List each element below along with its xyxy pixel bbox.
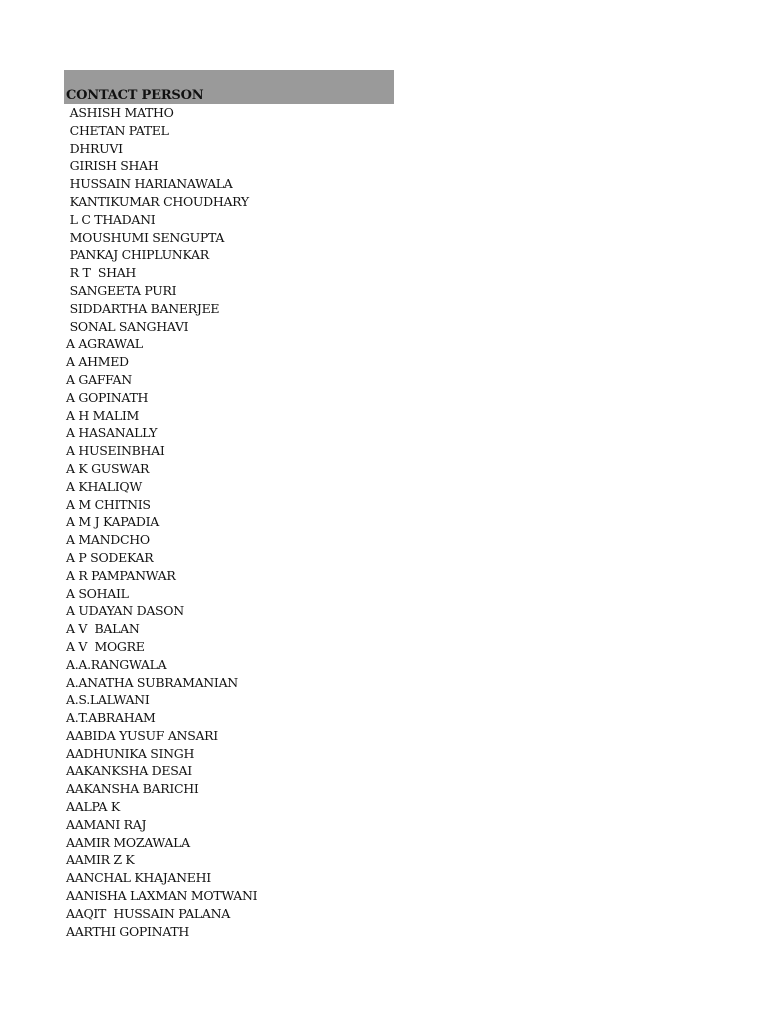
contact-cell[interactable]: A K GUSWAR <box>66 460 150 476</box>
contact-cell[interactable]: HUSSAIN HARIANAWALA <box>66 176 233 192</box>
contact-cell[interactable]: A AGRAWAL <box>66 336 143 352</box>
contact-cell[interactable]: A.ANATHA SUBRAMANIAN <box>66 674 238 690</box>
contact-cell[interactable]: A M CHITNIS <box>66 496 151 512</box>
contact-cell[interactable]: A P SODEKAR <box>66 549 154 565</box>
contact-cell[interactable]: SONAL SANGHAVI <box>66 318 189 334</box>
contact-cell[interactable]: AAQIT HUSSAIN PALANA <box>66 905 231 921</box>
contact-cell[interactable]: A GOPINATH <box>66 389 149 405</box>
contact-cell[interactable]: AANISHA LAXMAN MOTWANI <box>66 888 258 904</box>
contact-cell[interactable]: R T SHAH <box>66 265 137 281</box>
contact-cell[interactable]: A R PAMPANWAR <box>66 567 176 583</box>
contact-cell[interactable]: A MANDCHO <box>66 532 150 548</box>
contact-cell[interactable]: AADHUNIKA SINGH <box>66 745 195 761</box>
contact-cell[interactable]: A HASANALLY <box>66 425 158 441</box>
contact-cell[interactable]: A KHALIQW <box>66 478 142 494</box>
contact-list <box>64 104 394 940</box>
contact-cell[interactable]: A HUSEINBHAI <box>66 443 165 459</box>
contact-cell[interactable]: A V MOGRE <box>66 638 145 654</box>
contact-cell[interactable]: DHRUVI <box>66 140 123 156</box>
spreadsheet-column <box>64 70 394 940</box>
contact-cell[interactable]: PANKAJ CHIPLUNKAR <box>66 247 209 263</box>
contact-cell[interactable]: GIRISH SHAH <box>66 158 159 174</box>
column-header-label: CONTACT PERSON <box>66 88 204 103</box>
contact-cell[interactable]: AAMIR Z K <box>66 852 135 868</box>
contact-cell[interactable]: ASHISH MATHO <box>66 105 174 120</box>
contact-cell[interactable]: A.A.RANGWALA <box>66 656 167 672</box>
contact-cell[interactable]: AANCHAL KHAJANEHI <box>66 870 211 886</box>
contact-cell[interactable]: A.S.LALWANI <box>66 692 150 708</box>
contact-cell[interactable]: MOUSHUMI SENGUPTA <box>66 229 225 245</box>
contact-cell[interactable]: AAMANI RAJ <box>66 816 147 832</box>
contact-cell[interactable]: SANGEETA PURI <box>66 282 177 298</box>
contact-cell[interactable]: CHETAN PATEL <box>66 122 169 138</box>
contact-cell[interactable]: L C THADANI <box>66 211 156 227</box>
contact-cell[interactable]: A AHMED <box>66 354 129 370</box>
contact-cell[interactable]: A UDAYAN DASON <box>66 603 184 619</box>
contact-cell[interactable]: KANTIKUMAR CHOUDHARY <box>66 193 249 209</box>
contact-cell[interactable]: A H MALIM <box>66 407 140 423</box>
contact-cell[interactable]: AAKANKSHA DESAI <box>66 763 192 779</box>
contact-cell[interactable]: A V BALAN <box>66 621 140 637</box>
contact-cell[interactable]: A GAFFAN <box>66 371 132 387</box>
contact-cell[interactable]: AABIDA YUSUF ANSARI <box>66 727 218 743</box>
contact-cell[interactable]: A.T.ABRAHAM <box>66 710 156 726</box>
column-header-cell[interactable] <box>64 70 394 104</box>
contact-cell[interactable]: AAMIR MOZAWALA <box>66 834 190 850</box>
contact-cell[interactable]: AARTHI GOPINATH <box>66 923 189 939</box>
contact-cell[interactable]: SIDDARTHA BANERJEE <box>66 300 220 316</box>
contact-cell[interactable]: A M J KAPADIA <box>66 514 159 530</box>
contact-cell[interactable]: AAKANSHA BARICHI <box>66 781 199 797</box>
contact-cell[interactable]: A SOHAIL <box>66 585 129 601</box>
contact-cell[interactable]: AALPA K <box>66 799 120 815</box>
